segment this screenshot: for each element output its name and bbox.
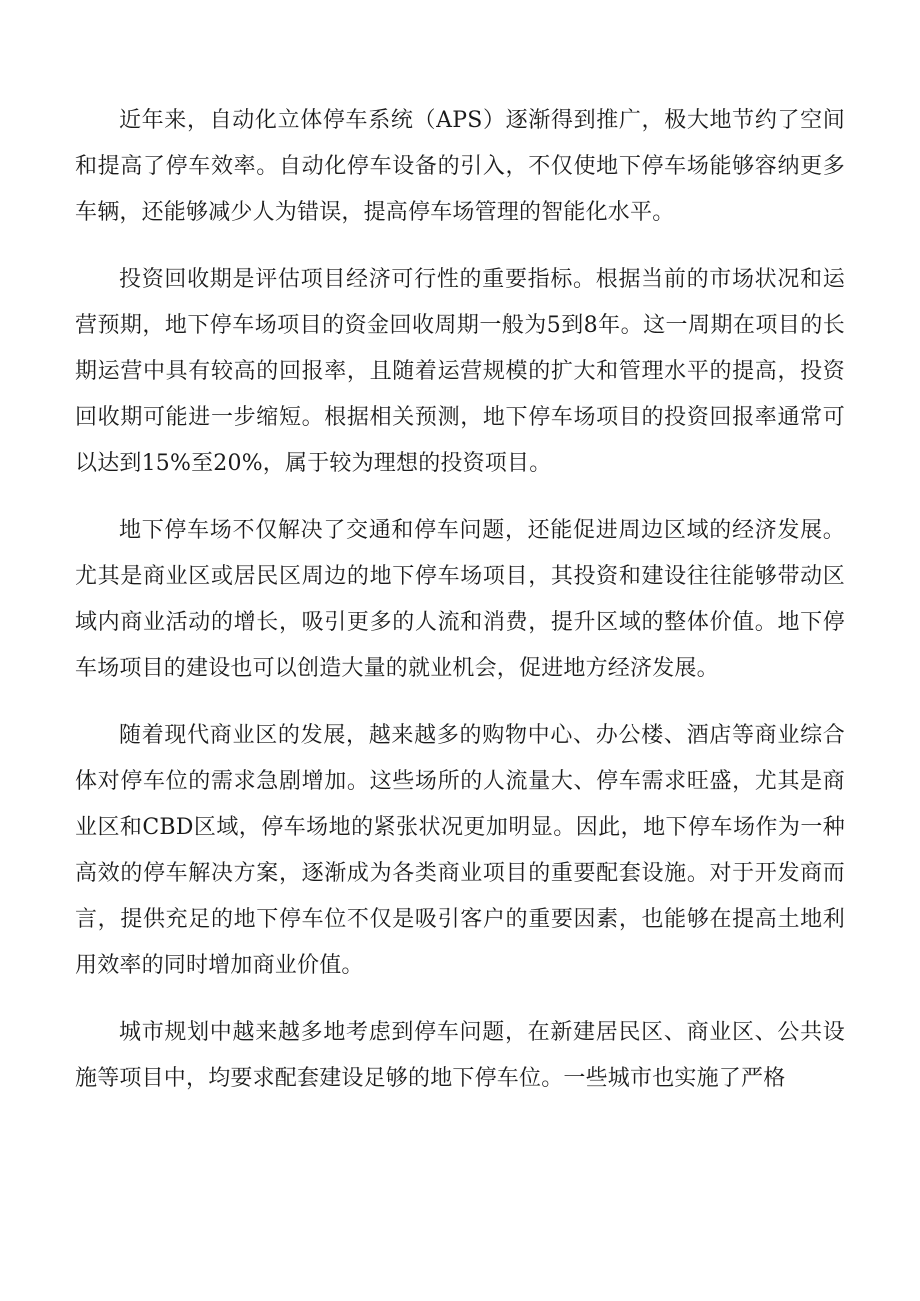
paragraph-automated-parking: 近年来，自动化立体停车系统（APS）逐渐得到推广，极大地节约了空间和提高了停车效率。自动化停车设备的引入，不仅使地下停车场能够容纳更多车辆，还能够减少人为错误，提高停车场管理的智能化水平。: [75, 108, 845, 225]
document-body: [75, 98, 845, 1123]
paragraph-urban-planning: 城市规划中越来越多地考虑到停车问题，在新建居民区、商业区、公共设施等项目中，均要求配套建设足够的地下停车位。一些城市也实施了严格: [75, 1020, 845, 1091]
paragraph-regional-economy: 地下停车场不仅解决了交通和停车问题，还能促进周边区域的经济发展。尤其是商业区或居民区周边的地下停车场项目，其投资和建设往往能够带动区域内商业活动的增长，吸引更多的人流和消费，提升区域的整体价值。地下停车场项目的建设也可以创造大量的就业机会，促进地方经济发展。: [75, 518, 845, 681]
paragraph-commercial-demand: 随着现代商业区的发展，越来越多的购物中心、办公楼、酒店等商业综合体对停车位的需求急剧增加。这些场所的人流量大、停车需求旺盛，尤其是商业区和CBD区域，停车场地的紧张状况更加明显。因此，地下停车场作为一种高效的停车解决方案，逐渐成为各类商业项目的重要配套设施。对于开发商而言，提供充足的地下停车位不仅是吸引客户的重要因素，也能够在提高土地利用效率的同时增加商业价值。: [75, 723, 845, 978]
paragraph-investment-payback: 投资回收期是评估项目经济可行性的重要指标。根据当前的市场状况和运营预期，地下停车场项目的资金回收周期一般为5到8年。这一周期在项目的长期运营中具有较高的回报率，且随着运营规模的扩大和管理水平的提高，投资回收期可能进一步缩短。根据相关预测，地下停车场项目的投资回报率通常可以达到15%至20%，属于较为理想的投资项目。: [75, 267, 845, 476]
